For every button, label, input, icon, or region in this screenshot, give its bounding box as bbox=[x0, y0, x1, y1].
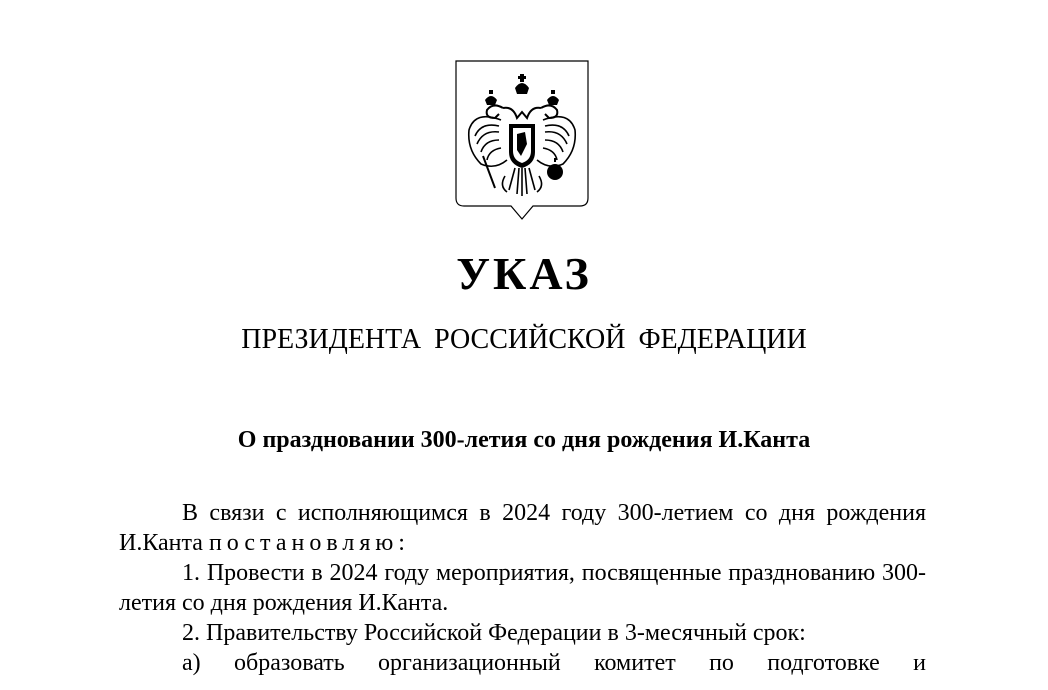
document-heading: О праздновании 300-летия со дня рождения И.Канта bbox=[237, 427, 811, 453]
preamble-paragraph bbox=[119, 498, 926, 558]
document-title: УКАЗ bbox=[456, 248, 592, 299]
document-body bbox=[119, 498, 926, 678]
resolve-word: постановляю: bbox=[208, 530, 410, 556]
item-2a-paragraph: а) образовать организационный комитет по подготовке и bbox=[182, 650, 926, 676]
item-2-paragraph: 2. Правительству Российской Федерации в 3-месячный срок: bbox=[182, 620, 806, 646]
preamble-text: В связи с исполняющимся в 2024 году 300-летием со дня рождения И.Канта bbox=[119, 500, 926, 556]
item-1-paragraph: 1. Провести в 2024 году мероприятия, посвященные празднованию 300-летия со дня рождения И.Канта. bbox=[119, 560, 926, 616]
document-issuer: ПРЕЗИДЕНТА РОССИЙСКОЙ ФЕДЕРАЦИИ bbox=[241, 324, 807, 355]
russian-coat-of-arms-icon bbox=[455, 60, 589, 220]
